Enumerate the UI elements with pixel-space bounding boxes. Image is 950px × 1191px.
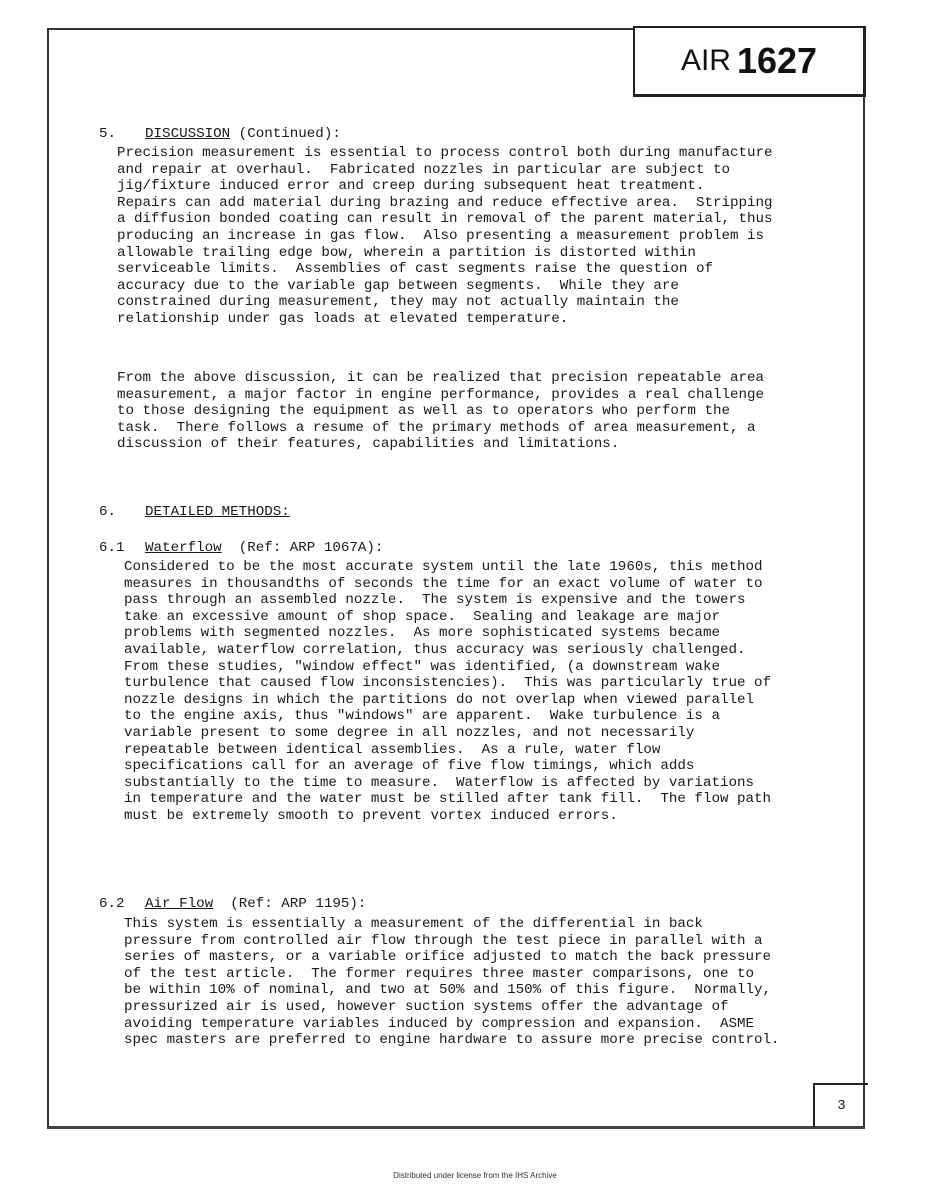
text-line: Precision measurement is essential to process control both during manufacture [117,145,773,161]
text-line: specifications call for an average of five flow timings, which adds [124,758,695,775]
section-6-1-heading [82,524,383,556]
text-line: nozzle designs in which the partitions do not overlap when viewed parallel [124,691,755,708]
section-number: 5. [99,126,117,142]
text-line: relationship under gas loads at elevated temperature. [117,310,569,327]
text-line: Considered to be the most accurate system until the late 1960s, this method [124,559,763,575]
text-line: and repair at overhaul. Fabricated nozzles in particular are subject to [117,161,730,178]
text-line: This system is essentially a measurement of the differential in back [124,916,703,932]
text-line: constrained during measurement, they may not actually maintain the [117,294,679,311]
text-line: producing an increase in gas flow. Also presenting a measurement problem is [117,227,765,244]
section-number: 6.1 [99,540,125,556]
section-title-suffix: (Continued): [230,126,341,142]
text-line: substantially to the time to measure. Waterflow is affected by variations [124,774,755,791]
text-line: measurement, a major factor in engine performance, provides a real challenge [117,386,765,403]
text-line: task. There follows a resume of the primary methods of area measurement, a [117,419,756,436]
section-ref: (Ref: ARP 1195): [230,896,367,912]
text-line: discussion of their features, capabilities and limitations. [117,436,620,453]
doc-number: 1627 [736,40,818,81]
text-line: take an excessive amount of shop space. Sealing and leakage are major [124,608,720,625]
text-line: must be extremely smooth to prevent vortex induced errors. [124,807,618,824]
text-line: of the test article. The former requires three master comparisons, one to [124,965,755,982]
text-line: problems with segmented nozzles. As more sophisticated systems became [124,625,720,642]
section-title: DISCUSSION [145,126,231,142]
section-5-heading [82,110,341,142]
license-footer: Distributed under license from the IHS Archive [393,1171,557,1180]
text-line: in temperature and the water must be stilled after tank fill. The flow path [124,791,772,808]
text-line: pressure from controlled air flow through the test piece in parallel with a [124,932,763,949]
text-line: accuracy due to the variable gap between segments. While they are [117,277,679,294]
text-line: repeatable between identical assemblies. As a rule, water flow [124,741,661,758]
text-line: pass through an assembled nozzle. The system is expensive and the towers [124,592,746,609]
text-line: variable present to some degree in all nozzles, and not necessarily [124,724,695,741]
text-line: pressurized air is used, however suction systems offer the advantage of [124,998,729,1015]
text-line: From these studies, "window effect" was identified, (a downstream wake [124,658,720,675]
text-line: be within 10% of nominal, and two at 50% and 150% of this figure. Normally, [124,982,772,999]
paragraph-airflow [124,916,780,1049]
page-number-box [813,1083,868,1127]
text-line: jig/fixture induced error and creep during subsequent heat treatment. [117,178,705,195]
document-number-box [633,26,866,97]
section-number: 6. [99,504,117,520]
section-title: Air Flow [145,896,214,912]
text-line: Repairs can add material during brazing and reduce effective area. Stripping [117,194,773,211]
text-line: allowable trailing edge bow, wherein a partition is distorted within [117,244,696,261]
section-number: 6.2 [99,896,125,912]
doc-prefix: AIR [680,44,731,77]
text-line: From the above discussion, it can be realized that precision repeatable area [117,370,765,386]
section-ref: (Ref: ARP 1067A): [238,540,384,556]
text-line: turbulence that caused flow inconsistencies). This was particularly true of [124,675,772,692]
text-line: spec masters are preferred to engine hardware to assure more precise control. [124,1032,780,1049]
section-title: DETAILED METHODS: [145,504,290,520]
text-line: to those designing the equipment as well as to operators who perform the [117,403,730,420]
paragraph-discussion [117,370,764,453]
section-6-2-heading [82,880,366,912]
text-line: available, waterflow correlation, thus accuracy was seriously challenged. [124,641,746,658]
page-number: 3 [837,1098,846,1114]
paragraph-waterflow [124,559,771,825]
text-line: measures in thousandths of seconds the time for an exact volume of water to [124,575,763,592]
text-line: to the engine axis, thus "windows" are apparent. Wake turbulence is a [124,708,720,725]
section-title: Waterflow [145,540,222,556]
text-line: avoiding temperature variables induced by compression and expansion. ASME [124,1015,755,1032]
text-line: series of masters, or a variable orifice adjusted to match the back pressure [124,949,772,966]
section-6-heading [82,488,290,520]
text-line: a diffusion bonded coating can result in removal of the parent material, thus [117,211,773,228]
paragraph-precision [117,145,773,328]
text-line: serviceable limits. Assemblies of cast segments raise the question of [117,261,713,278]
